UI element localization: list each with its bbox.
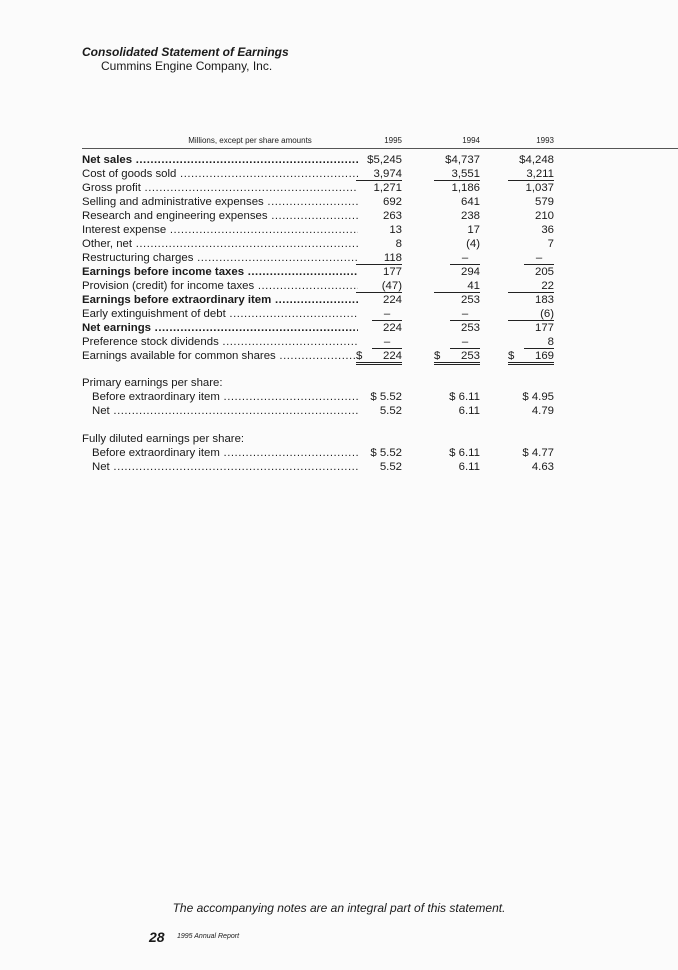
table-row bbox=[0, 168, 678, 180]
cell-1994: – bbox=[450, 252, 480, 265]
cell-1993: 579 bbox=[534, 196, 554, 208]
cell-1995: 1,271 bbox=[373, 182, 402, 194]
cell-1994: 6.11 bbox=[458, 405, 480, 417]
column-header-1994: 1994 bbox=[462, 136, 480, 145]
table-row bbox=[0, 238, 678, 250]
table-row bbox=[0, 447, 678, 459]
cell-1993: $4,248 bbox=[519, 154, 554, 166]
cell-1995: $ 5.52 bbox=[370, 447, 402, 459]
diluted-eps-heading: Fully diluted earnings per share: bbox=[82, 433, 245, 445]
cell-1994: – bbox=[450, 336, 480, 349]
row-label: Cost of goods sold ..... bbox=[82, 168, 358, 180]
table-row bbox=[0, 182, 678, 194]
cell-1994: 41 bbox=[434, 280, 480, 293]
cell-1995: 5.52 bbox=[379, 405, 402, 417]
cell-1994: 253 bbox=[460, 322, 480, 334]
cell-1994: 294 bbox=[460, 266, 480, 278]
cell-1994: 17 bbox=[467, 224, 480, 236]
table-row bbox=[0, 322, 678, 334]
cell-1993: $ 4.77 bbox=[522, 447, 554, 459]
cell-1994: $4,737 bbox=[445, 154, 480, 166]
row-label: Net sales ..... bbox=[82, 154, 358, 166]
row-label: Preference stock dividends ..... bbox=[82, 336, 358, 348]
header-rule bbox=[82, 148, 678, 149]
cell-1993: 4.79 bbox=[531, 405, 554, 417]
table-row bbox=[0, 196, 678, 208]
statement-title: Consolidated Statement of Earnings bbox=[82, 45, 289, 59]
cell-1993: 205 bbox=[534, 266, 554, 278]
row-label: Restructuring charges ..... bbox=[82, 252, 358, 264]
row-label: Provision (credit) for income taxes ..... bbox=[82, 280, 358, 292]
table-row bbox=[0, 336, 678, 348]
row-label: Research and engineering expenses ..... bbox=[82, 210, 358, 222]
row-label: Other, net ..... bbox=[82, 238, 358, 250]
row-label: Early extinguishment of debt ..... bbox=[82, 308, 358, 320]
row-label: Selling and administrative expenses ..... bbox=[82, 196, 358, 208]
value: 224 bbox=[382, 350, 402, 362]
column-header-1993: 1993 bbox=[536, 136, 554, 145]
row-label: Interest expense ..... bbox=[82, 224, 358, 236]
cell-1993: 8 bbox=[524, 336, 554, 349]
table-row bbox=[0, 224, 678, 236]
cell-1993: – bbox=[524, 252, 554, 265]
cell-1994: $ 6.11 bbox=[449, 391, 480, 403]
dollar-sign: $ bbox=[434, 350, 441, 362]
cell-1995: 3,974 bbox=[356, 168, 402, 181]
row-label: Net ..... bbox=[92, 461, 358, 473]
cell-1994: 1,186 bbox=[451, 182, 480, 194]
cell-1993: 36 bbox=[541, 224, 554, 236]
cell-1993: 7 bbox=[547, 238, 554, 250]
cell-1994: 641 bbox=[460, 196, 480, 208]
cell-1993: $ 4.95 bbox=[522, 391, 554, 403]
cell-1994: 238 bbox=[460, 210, 480, 222]
cell-1994: 253 bbox=[460, 294, 480, 306]
cell-1993: 3,211 bbox=[508, 168, 554, 181]
cell-1993: 4.63 bbox=[531, 461, 554, 473]
cell-1994: 6.11 bbox=[458, 461, 480, 473]
cell-1995: 692 bbox=[382, 196, 402, 208]
dollar-sign: $ bbox=[356, 350, 363, 362]
dollar-sign: $ bbox=[508, 350, 515, 362]
cell-1994: 3,551 bbox=[434, 168, 480, 181]
cell-1995: 177 bbox=[382, 266, 402, 278]
report-label: 1995 Annual Report bbox=[177, 933, 240, 940]
cell-1995: 118 bbox=[356, 252, 402, 265]
table-row bbox=[0, 461, 678, 473]
cell-1995: 224 bbox=[382, 322, 402, 334]
table-row bbox=[0, 252, 678, 264]
cell-1995 bbox=[356, 350, 402, 365]
cell-1995: 5.52 bbox=[379, 461, 402, 473]
table-row bbox=[0, 154, 678, 166]
row-label: Earnings before extraordinary item ..... bbox=[82, 294, 358, 306]
cell-1994 bbox=[434, 350, 480, 365]
cell-1995: – bbox=[372, 336, 402, 349]
section-heading bbox=[0, 433, 678, 445]
value: 169 bbox=[534, 350, 554, 362]
row-label: Gross profit ..... bbox=[82, 182, 358, 194]
table-row bbox=[0, 280, 678, 292]
row-label: Before extraordinary item ..... bbox=[92, 391, 358, 403]
cell-1995: $5,245 bbox=[367, 154, 402, 166]
cell-1995: 224 bbox=[382, 294, 402, 306]
table-row bbox=[0, 308, 678, 320]
row-label: Earnings available for common shares ..... bbox=[82, 350, 358, 362]
value: 253 bbox=[460, 350, 480, 362]
table-row bbox=[0, 405, 678, 417]
cell-1994: – bbox=[450, 308, 480, 321]
cell-1993: 22 bbox=[508, 280, 554, 293]
cell-1993 bbox=[508, 350, 554, 365]
cell-1995: 263 bbox=[382, 210, 402, 222]
table-row bbox=[0, 391, 678, 403]
cell-1993: 177 bbox=[534, 322, 554, 334]
section-heading bbox=[0, 377, 678, 389]
row-label: Earnings before income taxes ..... bbox=[82, 266, 358, 278]
primary-eps-heading: Primary earnings per share: bbox=[82, 377, 223, 389]
cell-1993: 183 bbox=[534, 294, 554, 306]
cell-1995: – bbox=[372, 308, 402, 321]
row-label: Net ..... bbox=[92, 405, 358, 417]
cell-1995: $ 5.52 bbox=[370, 391, 402, 403]
table-row bbox=[0, 350, 678, 362]
company-name: Cummins Engine Company, Inc. bbox=[101, 59, 273, 73]
column-header-1995: 1995 bbox=[384, 136, 402, 145]
table-row bbox=[0, 294, 678, 306]
page-number: 28 bbox=[149, 929, 165, 945]
cell-1994: $ 6.11 bbox=[449, 447, 480, 459]
cell-1995: 8 bbox=[395, 238, 402, 250]
table-row bbox=[0, 210, 678, 222]
row-label: Net earnings ..... bbox=[82, 322, 358, 334]
table-row bbox=[0, 266, 678, 278]
cell-1993: (6) bbox=[508, 308, 554, 321]
row-label: Before extraordinary item ..... bbox=[92, 447, 358, 459]
cell-1994: (4) bbox=[466, 238, 480, 250]
cell-1995: (47) bbox=[356, 280, 402, 293]
cell-1993: 210 bbox=[534, 210, 554, 222]
cell-1995: 13 bbox=[389, 224, 402, 236]
column-header-label: Millions, except per share amounts bbox=[188, 136, 312, 145]
cell-1993: 1,037 bbox=[525, 182, 554, 194]
footnote: The accompanying notes are an integral part of this statement. bbox=[172, 901, 506, 915]
